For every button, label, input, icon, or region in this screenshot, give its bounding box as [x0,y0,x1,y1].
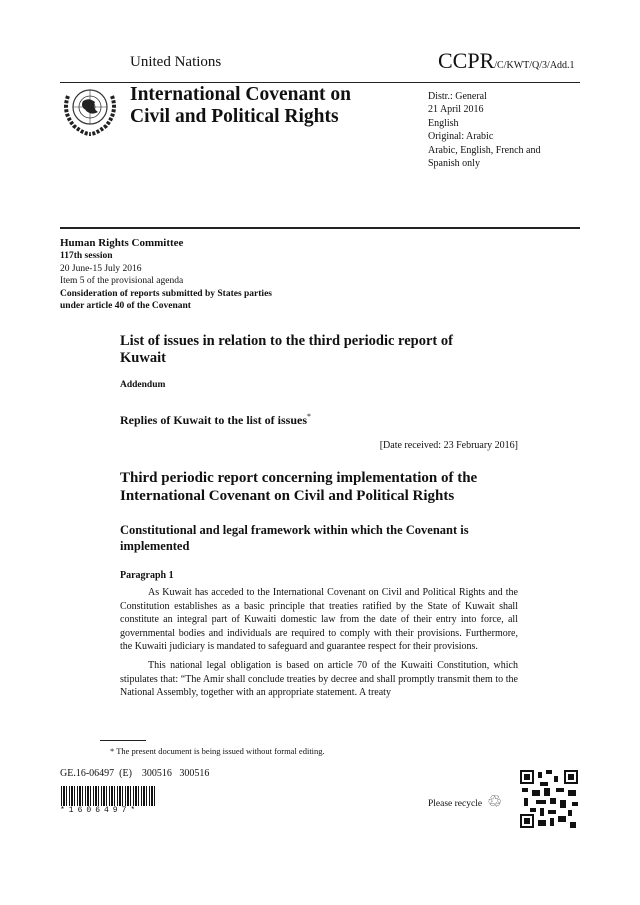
footnote: * The present document is being issued without formal editing. [110,746,325,756]
heading-line: Constitutional and legal framework within which the Covenant is [120,523,469,537]
session: 117th session [60,251,113,261]
consideration-line: under article 40 of the Covenant [60,301,191,312]
title-line: International Covenant on [130,84,352,105]
org-name: United Nations [130,54,222,70]
barcode [61,786,156,806]
distr-line: 21 April 2016 [428,104,484,116]
thick-rule [60,227,580,229]
committee-block [60,236,272,313]
un-emblem-icon [60,84,120,136]
distr-line: Arabic, English, French and [428,144,541,156]
list-of-issues-title [120,333,453,367]
qr-code [520,770,578,828]
session-dates: 20 June-15 July 2016 [60,263,142,274]
replies-heading [120,412,311,428]
covenant-title [130,84,351,128]
paragraph-heading: Paragraph 1 [120,570,174,581]
report-title [120,469,477,505]
title-line: List of issues in relation to the third periodic report of [120,333,453,349]
distr-line: Original: Arabic [428,131,494,143]
consideration-line: Consideration of reports submitted by States parties [60,288,272,299]
distr-line: Distr.: General [428,91,487,102]
symbol-suffix: /C/KWT/Q/3/Add.1 [494,60,575,71]
document-symbol [438,48,575,74]
distr-line: English [428,117,459,129]
distr-line: Spanish only [428,158,480,170]
footnote-rule [100,740,146,741]
replies-text: Replies of Kuwait to the list of issues [120,413,307,427]
agenda-item: Item 5 of the provisional agenda [60,276,184,287]
body-paragraph: As Kuwait has acceded to the International Covenant on Civil and Political Rights and the Constitution establishes as a basic principle that treaties ratified by the State of Kuwait shall constitute an integral part of Kuwaiti domestic law from the date of their entry into force, all governmental bodies and individuals are required to comply with their provisions. Furthermore, the Kuwaiti judiciary is mandated to safeguard and guarantee respect for their provisions. [120,587,518,653]
section-heading [120,522,469,554]
committee-name: Human Rights Committee [60,237,184,249]
job-number: GE.16-06497 (E) 300516 300516 [60,768,210,779]
addendum-label: Addendum [120,380,166,390]
recycle-icon: ♲ [487,792,503,811]
heading-line: implemented [120,539,190,553]
title-line: Civil and Political Rights [130,106,339,127]
title-line: International Covenant on Civil and Political Rights [120,488,455,504]
recycle-label: Please recycle [428,799,483,809]
body-paragraph: This national legal obligation is based on article 70 of the Kuwaiti Constitution, which stipulates that: “The Amir shall conclude treaties by decree and shall promptly transmit them to the National Assembly, together with an appropriate statement. A treaty [120,660,518,699]
barcode-text: *1606497* [60,806,140,815]
title-line: Third periodic report concerning implementation of the [120,470,478,486]
date-received: [Date received: 23 February 2016] [379,440,518,451]
title-line: Kuwait [120,350,166,366]
header-rule [60,82,580,83]
footnote-mark: * [307,412,311,421]
distribution-info [428,90,540,170]
symbol-main: CCPR [438,48,495,73]
